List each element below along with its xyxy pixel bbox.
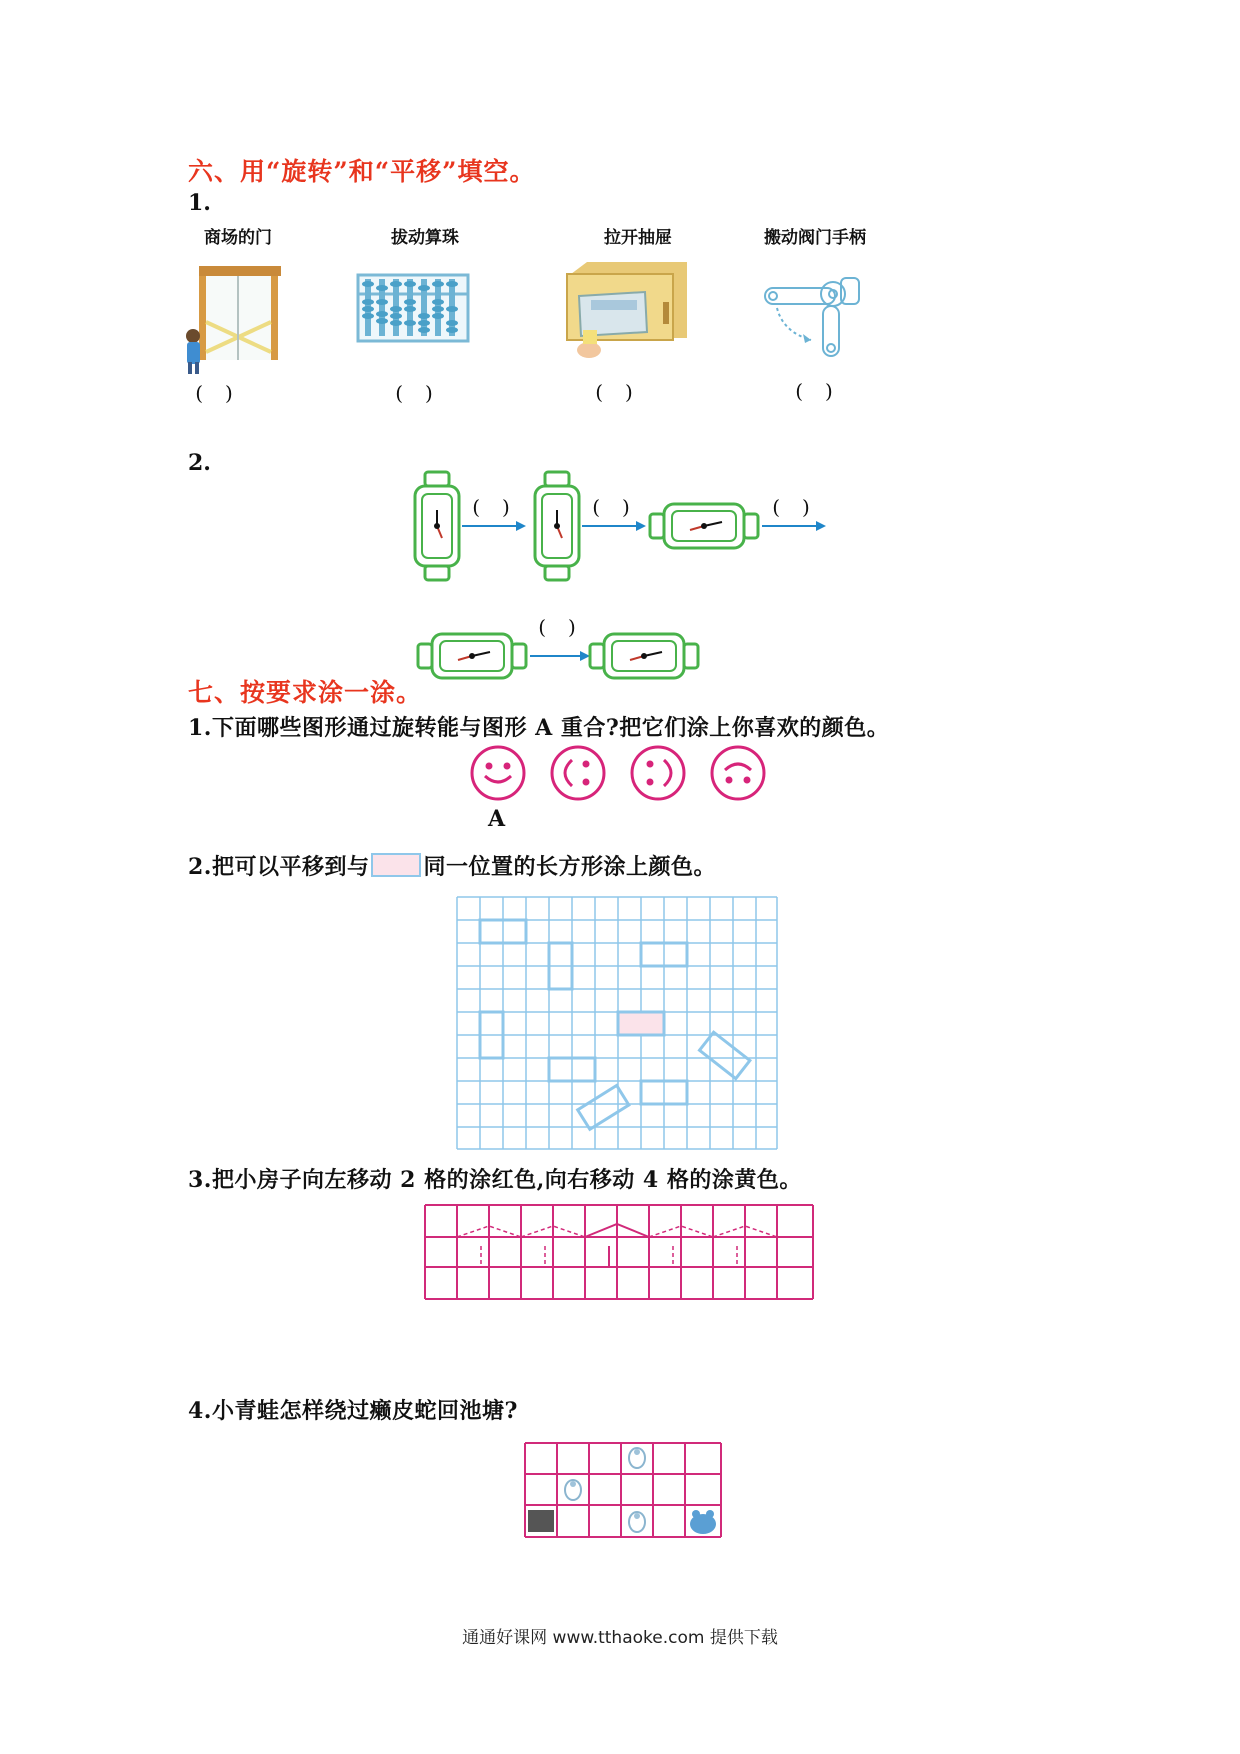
section-7-title: 七、按要求涂一涂。	[188, 678, 423, 707]
question-7-4-text: 4.小青蛙怎样绕过癞皮蛇回池塘?	[188, 1398, 518, 1424]
answer-blank-valve[interactable]: ()	[795, 379, 855, 403]
answer-blank-watch-3[interactable]: ()	[772, 495, 832, 519]
answer-blank-drawer[interactable]: ()	[595, 380, 655, 404]
pond-icon	[528, 1510, 554, 1532]
rect-target-pink	[618, 1012, 664, 1035]
answer-blank-watch-4[interactable]: ()	[538, 615, 598, 639]
caption-drawer: 拉开抽屉	[604, 228, 672, 248]
answer-blank-abacus[interactable]: ()	[395, 381, 455, 405]
question-6-2-number: 2.	[188, 450, 211, 476]
frog-icon	[690, 1510, 716, 1534]
section-6-title: 六、用“旋转”和“平移”填空。	[188, 157, 536, 186]
q2-text-after: 同一位置的长方形涂上颜色。	[423, 854, 716, 880]
house-grid	[424, 1204, 814, 1300]
question-7-3-text: 3.把小房子向左移动 2 格的涂红色,向右移动 4 格的涂黄色。	[188, 1167, 802, 1193]
caption-mall-door: 商场的门	[204, 228, 272, 248]
rect-7	[699, 1032, 749, 1078]
frog-grid	[524, 1442, 722, 1538]
answer-blank-watch-1[interactable]: ()	[472, 495, 532, 519]
answer-blank-door[interactable]: ()	[195, 381, 255, 405]
watch-sequence-row-2	[418, 632, 698, 682]
abacus-illustration	[357, 274, 469, 342]
smiley-b	[552, 747, 604, 799]
drawer-illustration	[567, 262, 689, 367]
footer-text: 通通好课网 www.tthaoke.com 提供下载	[462, 1628, 778, 1648]
smiley-c	[632, 747, 684, 799]
watch-sequence-row-1	[410, 470, 830, 580]
answer-blank-watch-2[interactable]: ()	[592, 495, 652, 519]
q2-text-before: 2.把可以平移到与	[188, 854, 370, 880]
label-a: A	[488, 806, 506, 832]
question-7-1-text: 1.下面哪些图形通过旋转能与图形 A 重合?把它们涂上你喜欢的颜色。	[188, 715, 890, 741]
caption-abacus: 拔动算珠	[391, 228, 459, 248]
watch-vertical-1	[415, 472, 459, 580]
caption-valve-handle: 搬动阀门手柄	[764, 228, 866, 248]
rect-8	[578, 1085, 629, 1129]
smiley-faces	[470, 744, 780, 804]
translation-grid	[456, 896, 778, 1150]
revolving-door-illustration	[185, 262, 285, 377]
smiley-d	[712, 747, 764, 799]
target-rectangle-sample	[371, 853, 421, 877]
question-7-2-text	[188, 850, 716, 881]
valve-handle-illustration	[763, 270, 873, 360]
snake-icon	[565, 1448, 645, 1532]
smiley-a	[472, 747, 524, 799]
question-6-1-number: 1.	[188, 190, 211, 216]
